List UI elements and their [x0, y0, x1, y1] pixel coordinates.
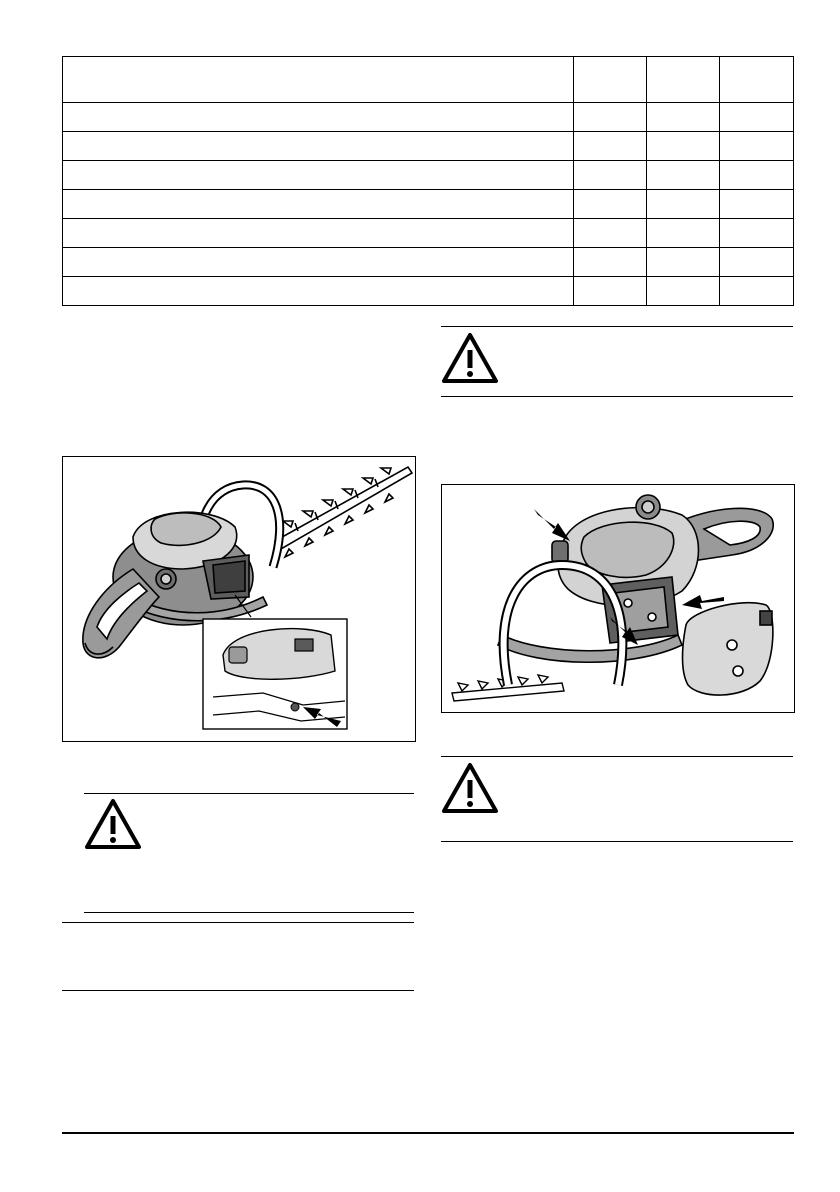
- table-cell: [574, 190, 647, 219]
- zoom-inset: [203, 619, 347, 729]
- table-header-cell: [574, 57, 647, 103]
- table-cell: [63, 219, 574, 248]
- table-cell: [647, 277, 720, 306]
- table-cell: [720, 190, 794, 219]
- table-cell: [720, 219, 794, 248]
- table-cell: [647, 219, 720, 248]
- warning-triangle-icon: [84, 798, 142, 850]
- table-cell: [720, 161, 794, 190]
- table-header-row: [63, 57, 794, 103]
- warning-top-rule: [441, 326, 793, 327]
- table-header-cell: [647, 57, 720, 103]
- table-cell: [720, 103, 794, 132]
- removed-cover: [683, 603, 773, 695]
- arrow-pointer-icon: [534, 509, 570, 541]
- cutting-blade: [275, 467, 412, 557]
- warning-bottom-rule: [441, 841, 793, 842]
- table-cell: [63, 132, 574, 161]
- table-cell: [574, 277, 647, 306]
- maintenance-table: [62, 56, 794, 306]
- hedge-trimmer-illustration: [63, 457, 415, 741]
- table-header-cell: [63, 57, 574, 103]
- warning-top-rule: [441, 756, 793, 757]
- table-cell: [574, 161, 647, 190]
- table-cell: [574, 248, 647, 277]
- hedge-trimmer-figure: [62, 456, 416, 742]
- table-cell: [63, 277, 574, 306]
- table-row: [63, 132, 794, 161]
- cover-removal-figure: [441, 484, 795, 713]
- table-cell: [63, 103, 574, 132]
- table-cell: [63, 190, 574, 219]
- table-cell: [574, 219, 647, 248]
- footer-rule: [62, 1132, 794, 1134]
- table-cell: [647, 132, 720, 161]
- table-cell: [720, 248, 794, 277]
- note-bottom-rule: [62, 990, 414, 991]
- table-cell: [574, 103, 647, 132]
- table-row: [63, 219, 794, 248]
- table-cell: [63, 161, 574, 190]
- table-row: [63, 190, 794, 219]
- warning-triangle-icon: [441, 762, 499, 814]
- table-row: [63, 161, 794, 190]
- table-header-cell: [720, 57, 794, 103]
- warning-triangle-icon: [441, 332, 499, 384]
- note-top-rule: [62, 922, 414, 923]
- warning-bottom-rule: [441, 396, 793, 397]
- table-cell: [647, 190, 720, 219]
- warning-top-rule: [84, 793, 414, 794]
- table-cell: [574, 132, 647, 161]
- table-cell: [647, 103, 720, 132]
- table-row: [63, 103, 794, 132]
- table-cell: [63, 248, 574, 277]
- table-cell: [720, 277, 794, 306]
- table-cell: [647, 248, 720, 277]
- table-row: [63, 277, 794, 306]
- table-row: [63, 248, 794, 277]
- table-cell: [720, 132, 794, 161]
- table-cell: [647, 161, 720, 190]
- cover-removal-illustration: [442, 485, 794, 712]
- warning-bottom-rule: [84, 912, 414, 913]
